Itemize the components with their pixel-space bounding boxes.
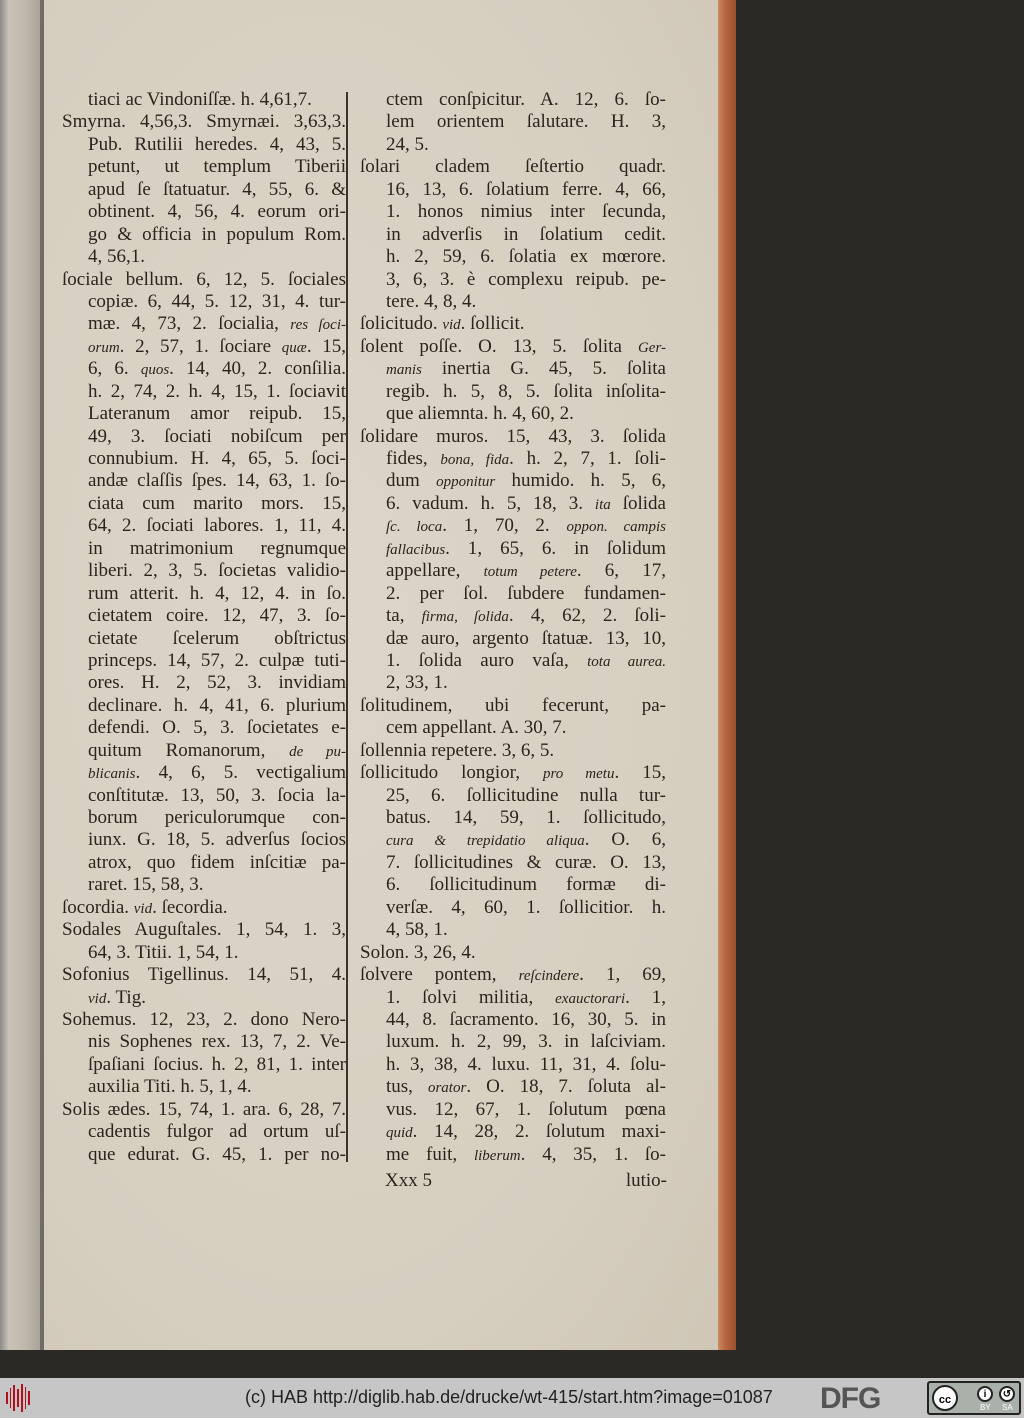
text-run: connubium. H. 4, 65, 5. ſoci- (88, 448, 346, 469)
text-run: ſpaſiani ſocius. h. 2, 81, 1. inter (88, 1053, 346, 1075)
text-run: . 1, 69, (579, 964, 666, 986)
text-run: fides, (386, 448, 441, 469)
index-entry-line (360, 515, 666, 537)
sa-share-alike-icon: ↺ (999, 1386, 1015, 1402)
text-run: princeps. 14, 57, 2. culpæ tuti- (88, 649, 346, 671)
italic-gloss: tota aurea. (587, 653, 666, 670)
index-entry-line (360, 874, 666, 896)
index-entry-line (360, 1121, 666, 1143)
index-column-right (360, 89, 666, 1166)
index-entry-headline (62, 919, 346, 941)
italic-gloss: orator (427, 1080, 467, 1097)
index-entry-line (360, 246, 666, 268)
index-entry-line (62, 470, 346, 492)
text-run: ctem conſpicitur. A. 12, 6. ſo- (386, 89, 666, 110)
text-run: Sohemus. 12, 23, 2. dono Nero- (62, 1008, 346, 1030)
index-entry-line (360, 470, 666, 492)
text-run: Lateranum amor reipub. 15, (88, 403, 346, 425)
underlying-pages-stack (0, 0, 44, 1350)
index-entry-headline (360, 426, 666, 448)
text-run: Solon. 3, 26, 4. (360, 941, 476, 963)
text-run: batus. 14, 59, 1. ſollicitudo, (386, 807, 666, 828)
italic-gloss: ſc. loca (386, 519, 443, 536)
index-entry-line (62, 740, 346, 762)
text-run: . 1, (625, 986, 666, 1008)
text-run: 64, 3. Titii. 1, 54, 1. (88, 941, 239, 963)
text-run: inertia G. 45, 5. ſolita (421, 358, 666, 380)
index-entry-line (62, 515, 346, 537)
text-run: 25, 6. ſollicitudine nulla tur- (386, 784, 666, 806)
text-run: 16, 13, 6. ſolatium ferre. 4, 66, (386, 178, 666, 200)
index-entry-line (360, 628, 666, 650)
text-run: . O. 18, 7. ſoluta al- (466, 1076, 666, 1098)
text-run: 1. honos nimius inter ſecunda, (386, 201, 666, 223)
text-run: . 1, 65, 6. in ſolidum (445, 537, 666, 559)
text-run: 49, 3. ſociati nobiſcum per (88, 425, 346, 447)
index-entry-headline (360, 336, 666, 358)
index-entry-line (62, 1144, 346, 1166)
index-entry-line (360, 111, 666, 133)
italic-gloss: ita (594, 496, 611, 513)
italic-gloss: vid (88, 990, 107, 1007)
index-entry-line (62, 1121, 346, 1143)
text-run: rum atterit. h. 4, 12, 4. in ſo. (88, 582, 346, 604)
italic-gloss: quos (140, 362, 170, 379)
text-run: 1. ſolida auro vaſa, (386, 649, 588, 671)
index-entry-line (62, 560, 346, 582)
text-run: ſolari cladem ſeſtertio quadr. (360, 156, 666, 178)
text-run: vus. 12, 67, 1. ſolutum pœna (386, 1098, 666, 1120)
index-entry-line (360, 1144, 666, 1166)
text-run: Sofonius Tigellinus. 14, 51, 4. (62, 964, 346, 986)
italic-gloss: opponitur (436, 474, 496, 491)
text-run: me fuit, (386, 1143, 474, 1165)
index-entry-line (62, 762, 346, 784)
text-run: 44, 8. ſacramento. 16, 30, 5. in (386, 1008, 666, 1030)
index-entry-line (360, 583, 666, 605)
text-run: auxilia Titi. h. 5, 1, 4. (88, 1076, 252, 1098)
text-run: Solis ædes. 15, 74, 1. ara. 6, 28, 7. (62, 1098, 346, 1120)
text-run: dæ auro, argento ſtatuæ. 13, 10, (386, 627, 666, 649)
text-run: ſolent poſſe. O. 13, 5. ſolita (360, 335, 638, 357)
index-entry-line (62, 1031, 346, 1053)
text-run: ores. H. 2, 52, 3. invidiam (88, 672, 346, 694)
text-run: Sodales Auguſtales. 1, 54, 1. 3, (62, 919, 346, 941)
index-entry-headline (360, 740, 666, 762)
index-entry-line (62, 538, 346, 560)
text-run: ta, (386, 605, 422, 627)
cc-icon: cc (932, 1385, 958, 1411)
index-entry-line (62, 874, 346, 896)
italic-gloss: manis (386, 362, 422, 379)
index-entry-line (360, 785, 666, 807)
viewer-footer-bar (0, 1378, 1024, 1418)
index-column-left (62, 89, 346, 1166)
text-run: . 2, 57, 1. ſociare (119, 335, 282, 357)
text-run: atrox, quo fidem inſcitiæ pa- (88, 851, 346, 873)
index-entry-line (360, 448, 666, 470)
signature-mark: Xxx 5 (385, 1170, 432, 1191)
italic-gloss: blicanis (88, 766, 136, 783)
dfg-logo[interactable]: DFG (820, 1382, 881, 1415)
italic-gloss: cura & trepidatio aliqua (386, 833, 585, 850)
italic-gloss: vid (133, 900, 153, 917)
text-run: ſollicitudo longior, (360, 762, 544, 784)
text-run: regib. h. 5, 8, 5. ſolita inſolita- (386, 380, 666, 402)
index-entry-line (62, 987, 346, 1009)
text-run: 4, 58, 1. (386, 919, 448, 941)
column-rule (346, 92, 348, 1162)
text-run: 2. per ſol. ſubdere fundamen- (386, 582, 666, 604)
italic-gloss: pro metu (543, 766, 615, 783)
index-entry-line (360, 1009, 666, 1031)
index-entry-line (62, 358, 346, 380)
text-run: 64, 2. ſociati labores. 1, 11, 4. (88, 515, 346, 537)
text-run: h. 2, 59, 6. ſolatia ex mœrore. (386, 246, 666, 268)
catchword: lutio- (625, 1170, 667, 1191)
text-run: ſolicitudo. (360, 313, 443, 335)
text-run: mæ. 4, 73, 2. ſocialia, (88, 313, 291, 335)
text-run: . 14, 40, 2. conſilia. (169, 358, 347, 380)
cc-by-sa-license-badge[interactable] (927, 1381, 1021, 1415)
text-run: . h. 2, 7, 1. ſoli- (509, 448, 666, 469)
index-entry-headline (62, 1099, 346, 1121)
index-entry-line (360, 381, 666, 403)
text-run: petunt, ut templum Tiberii (88, 156, 346, 178)
italic-gloss: exauctorari (555, 990, 626, 1007)
text-run: ſollennia repetere. 3, 6, 5. (360, 739, 555, 761)
text-run: . Tig. (106, 986, 146, 1008)
text-run: borum periculorumque con- (88, 807, 346, 828)
by-person-icon: i (977, 1386, 993, 1402)
index-entry-line (360, 201, 666, 223)
text-run: cietate ſcelerum obſtrictus (88, 627, 346, 649)
text-run: . ſecordia. (152, 896, 228, 918)
italic-gloss: orum (88, 339, 120, 356)
text-run: 6. vadum. h. 5, 18, 3. (386, 492, 595, 514)
index-entry-line (62, 179, 346, 201)
text-run: nis Sophenes rex. 13, 7, 2. Ve- (88, 1031, 346, 1053)
index-entry-line (360, 987, 666, 1009)
index-entry-line (360, 717, 666, 739)
text-run: in adverſis in ſolatium cedit. (386, 223, 666, 245)
index-entry-line (62, 224, 346, 246)
index-entry-line (62, 942, 346, 964)
index-entry-line (360, 269, 666, 291)
text-run: copiæ. 6, 44, 5. 12, 31, 4. tur- (88, 290, 346, 312)
text-run: obtinent. 4, 56, 4. eorum ori- (88, 201, 346, 223)
index-entry-line (62, 650, 346, 672)
index-entry-headline (360, 762, 666, 784)
index-entry-line (360, 672, 666, 694)
index-entry-line (62, 852, 346, 874)
text-run: . 15, (306, 335, 346, 357)
italic-gloss: Ger- (637, 339, 666, 356)
index-entry-line (62, 403, 346, 425)
text-run: Pub. Rutilii heredes. 4, 43, 5. (88, 133, 346, 155)
index-entry-line (62, 246, 346, 268)
index-entry-line (360, 1031, 666, 1053)
index-entry-line (360, 807, 666, 829)
index-entry-line (360, 1054, 666, 1076)
index-entry-line (62, 89, 346, 111)
index-entry-line (62, 448, 346, 470)
text-run: 7. ſollicitudines & curæ. O. 13, (386, 851, 666, 873)
index-entry-headline (360, 156, 666, 178)
index-entry-line (62, 785, 346, 807)
text-run: h. 3, 38, 4. luxu. 11, 31, 4. ſolu- (386, 1053, 666, 1075)
text-run: cietatem coire. 12, 47, 3. ſo- (88, 605, 346, 627)
text-run: ſolidare muros. 15, 43, 3. ſolida (360, 425, 666, 447)
text-run: cadentis fulgor ad ortum uſ- (88, 1121, 346, 1143)
index-entry-headline (62, 111, 346, 133)
text-run: 3, 6, 3. è complexu reipub. pe- (386, 268, 666, 290)
index-entry-line (360, 650, 666, 672)
index-entry-line (360, 897, 666, 919)
page-edge-fore-edge (718, 0, 736, 1350)
text-run: . 4, 62, 2. ſoli- (508, 605, 666, 627)
text-run: 1. ſolvi militia, (386, 986, 556, 1008)
text-run: iunx. G. 18, 5. adverſus ſocios (88, 829, 346, 851)
text-run: defendi. O. 5, 3. ſocietates e- (88, 717, 346, 739)
index-entry-line (360, 1099, 666, 1121)
index-entry-line (360, 919, 666, 941)
text-run: 6. ſollicitudinum formæ di- (386, 874, 666, 896)
index-entry-headline (62, 964, 346, 986)
index-entry-line (62, 156, 346, 178)
text-run: in matrimonium regnumque (88, 537, 346, 559)
by-label: BY (980, 1403, 991, 1412)
text-run: Smyrna. 4,56,3. Smyrnæi. 3,63,3. (62, 111, 346, 133)
sa-label: SA (1002, 1403, 1013, 1412)
text-run: tiaci ac Vindoniſſæ. h. 4,61,7. (88, 89, 312, 110)
text-run: ſolida (610, 492, 666, 514)
text-run: liberi. 2, 3, 5. ſocietas validio- (88, 560, 346, 582)
italic-gloss: fallacibus (386, 541, 446, 558)
index-entry-line (62, 695, 346, 717)
index-entry-line (62, 381, 346, 403)
index-entry-line (62, 807, 346, 829)
text-run: quitum Romanorum, (88, 739, 290, 761)
index-entry-line (62, 1054, 346, 1076)
index-entry-line (360, 493, 666, 515)
text-run: ciata cum marito mors. 15, (88, 492, 346, 514)
text-run: lem orientem ſalutare. H. 3, (386, 111, 666, 133)
text-run: apud ſe ſtatuatur. 4, 55, 6. & (88, 178, 346, 200)
text-run: . 1, 70, 2. (442, 515, 567, 537)
index-entry-line (62, 628, 346, 650)
text-run: que aliemnta. h. 4, 60, 2. (386, 403, 574, 425)
text-run: luxum. h. 2, 99, 3. in laſciviam. (386, 1031, 666, 1053)
index-entry-line (62, 717, 346, 739)
index-entry-line (360, 403, 666, 425)
italic-gloss: oppon. campis (566, 519, 667, 536)
index-entry-line (360, 134, 666, 156)
italic-gloss: totum petere (483, 564, 577, 581)
index-entry-headline (360, 964, 666, 986)
text-run: . 6, 17, (576, 560, 666, 582)
text-run: 6, 6. (88, 358, 141, 380)
index-entry-headline (62, 897, 346, 919)
index-entry-line (360, 179, 666, 201)
italic-gloss: reſcindere (518, 968, 580, 985)
text-run: ſocordia. (62, 896, 134, 918)
text-run: ſolvere pontem, (360, 964, 519, 986)
index-entry-line (360, 1076, 666, 1098)
text-run: 24, 5. (386, 133, 429, 155)
text-run: . 14, 28, 2. ſolutum maxi- (412, 1121, 666, 1143)
index-entry-line (360, 560, 666, 582)
index-entry-line (62, 605, 346, 627)
hab-logo-icon[interactable] (6, 1384, 30, 1412)
text-run: . 4, 6, 5. vectigalium (135, 762, 346, 784)
index-entry-headline (360, 695, 666, 717)
italic-gloss: liberum (473, 1147, 521, 1164)
index-entry-line (360, 89, 666, 111)
text-run: 4, 56,1. (88, 246, 145, 268)
text-run: ſociale bellum. 6, 12, 5. ſociales (62, 268, 346, 290)
text-run: dum (386, 470, 437, 492)
index-entry-line (360, 538, 666, 560)
text-run: tere. 4, 8, 4. (386, 290, 477, 312)
index-entry-headline (62, 269, 346, 291)
text-run: 2, 33, 1. (386, 672, 448, 694)
index-entry-line (62, 583, 346, 605)
text-run: appellare, (386, 560, 484, 582)
index-entry-headline (360, 313, 666, 335)
text-run: conſtitutæ. 13, 50, 3. ſocia la- (88, 784, 346, 806)
index-entry-line (360, 605, 666, 627)
text-run: go & officia in populum Rom. (88, 223, 346, 245)
index-entry-line (62, 493, 346, 515)
text-run: ſolitudinem, ubi fecerunt, pa- (360, 694, 666, 716)
index-entry-line (360, 852, 666, 874)
text-run: . O. 6, (584, 829, 666, 851)
index-entry-line (62, 291, 346, 313)
index-entry-headline (62, 1009, 346, 1031)
page-footer-line (385, 1170, 667, 1192)
text-run: raret. 15, 58, 3. (88, 874, 204, 896)
text-run: verſæ. 4, 60, 1. ſollicitior. h. (386, 896, 666, 918)
index-entry-line (360, 224, 666, 246)
index-entry-line (62, 672, 346, 694)
text-run: humido. h. 5, 6, (495, 470, 666, 492)
italic-gloss: quæ (281, 339, 307, 356)
index-entry-line (360, 358, 666, 380)
index-entry-line (62, 336, 346, 358)
text-run: . ſollicit. (460, 313, 525, 335)
index-entry-line (62, 426, 346, 448)
text-run: . 15, (614, 762, 666, 784)
index-entry-line (62, 1076, 346, 1098)
italic-gloss: firma, ſolida (421, 609, 509, 626)
index-entry-line (62, 201, 346, 223)
text-run: declinare. h. 4, 41, 6. plurium (88, 694, 346, 716)
italic-gloss: quid (386, 1125, 413, 1142)
text-run: que edurat. G. 45, 1. per no- (88, 1143, 346, 1165)
index-entry-line (62, 829, 346, 851)
text-run: cem appellant. A. 30, 7. (386, 717, 567, 739)
text-run: h. 2, 74, 2. h. 4, 15, 1. ſociavit (88, 380, 346, 402)
text-run: andæ claſſis ſpes. 14, 63, 1. ſo- (88, 470, 346, 492)
index-entry-line (360, 291, 666, 313)
index-entry-line (62, 313, 346, 335)
index-entry-line (62, 134, 346, 156)
index-entry-headline (360, 942, 666, 964)
italic-gloss: bona, fida (440, 452, 510, 468)
text-run: tus, (386, 1076, 428, 1098)
text-run: . 4, 35, 1. ſo- (520, 1143, 666, 1165)
italic-gloss: res ſoci- (290, 317, 346, 334)
copyright-url[interactable]: (c) HAB http://diglib.hab.de/drucke/wt-415/start.htm?image=01087 (245, 1387, 773, 1407)
italic-gloss: vid (442, 317, 461, 334)
italic-gloss: de pu- (289, 743, 347, 760)
index-entry-line (360, 829, 666, 851)
